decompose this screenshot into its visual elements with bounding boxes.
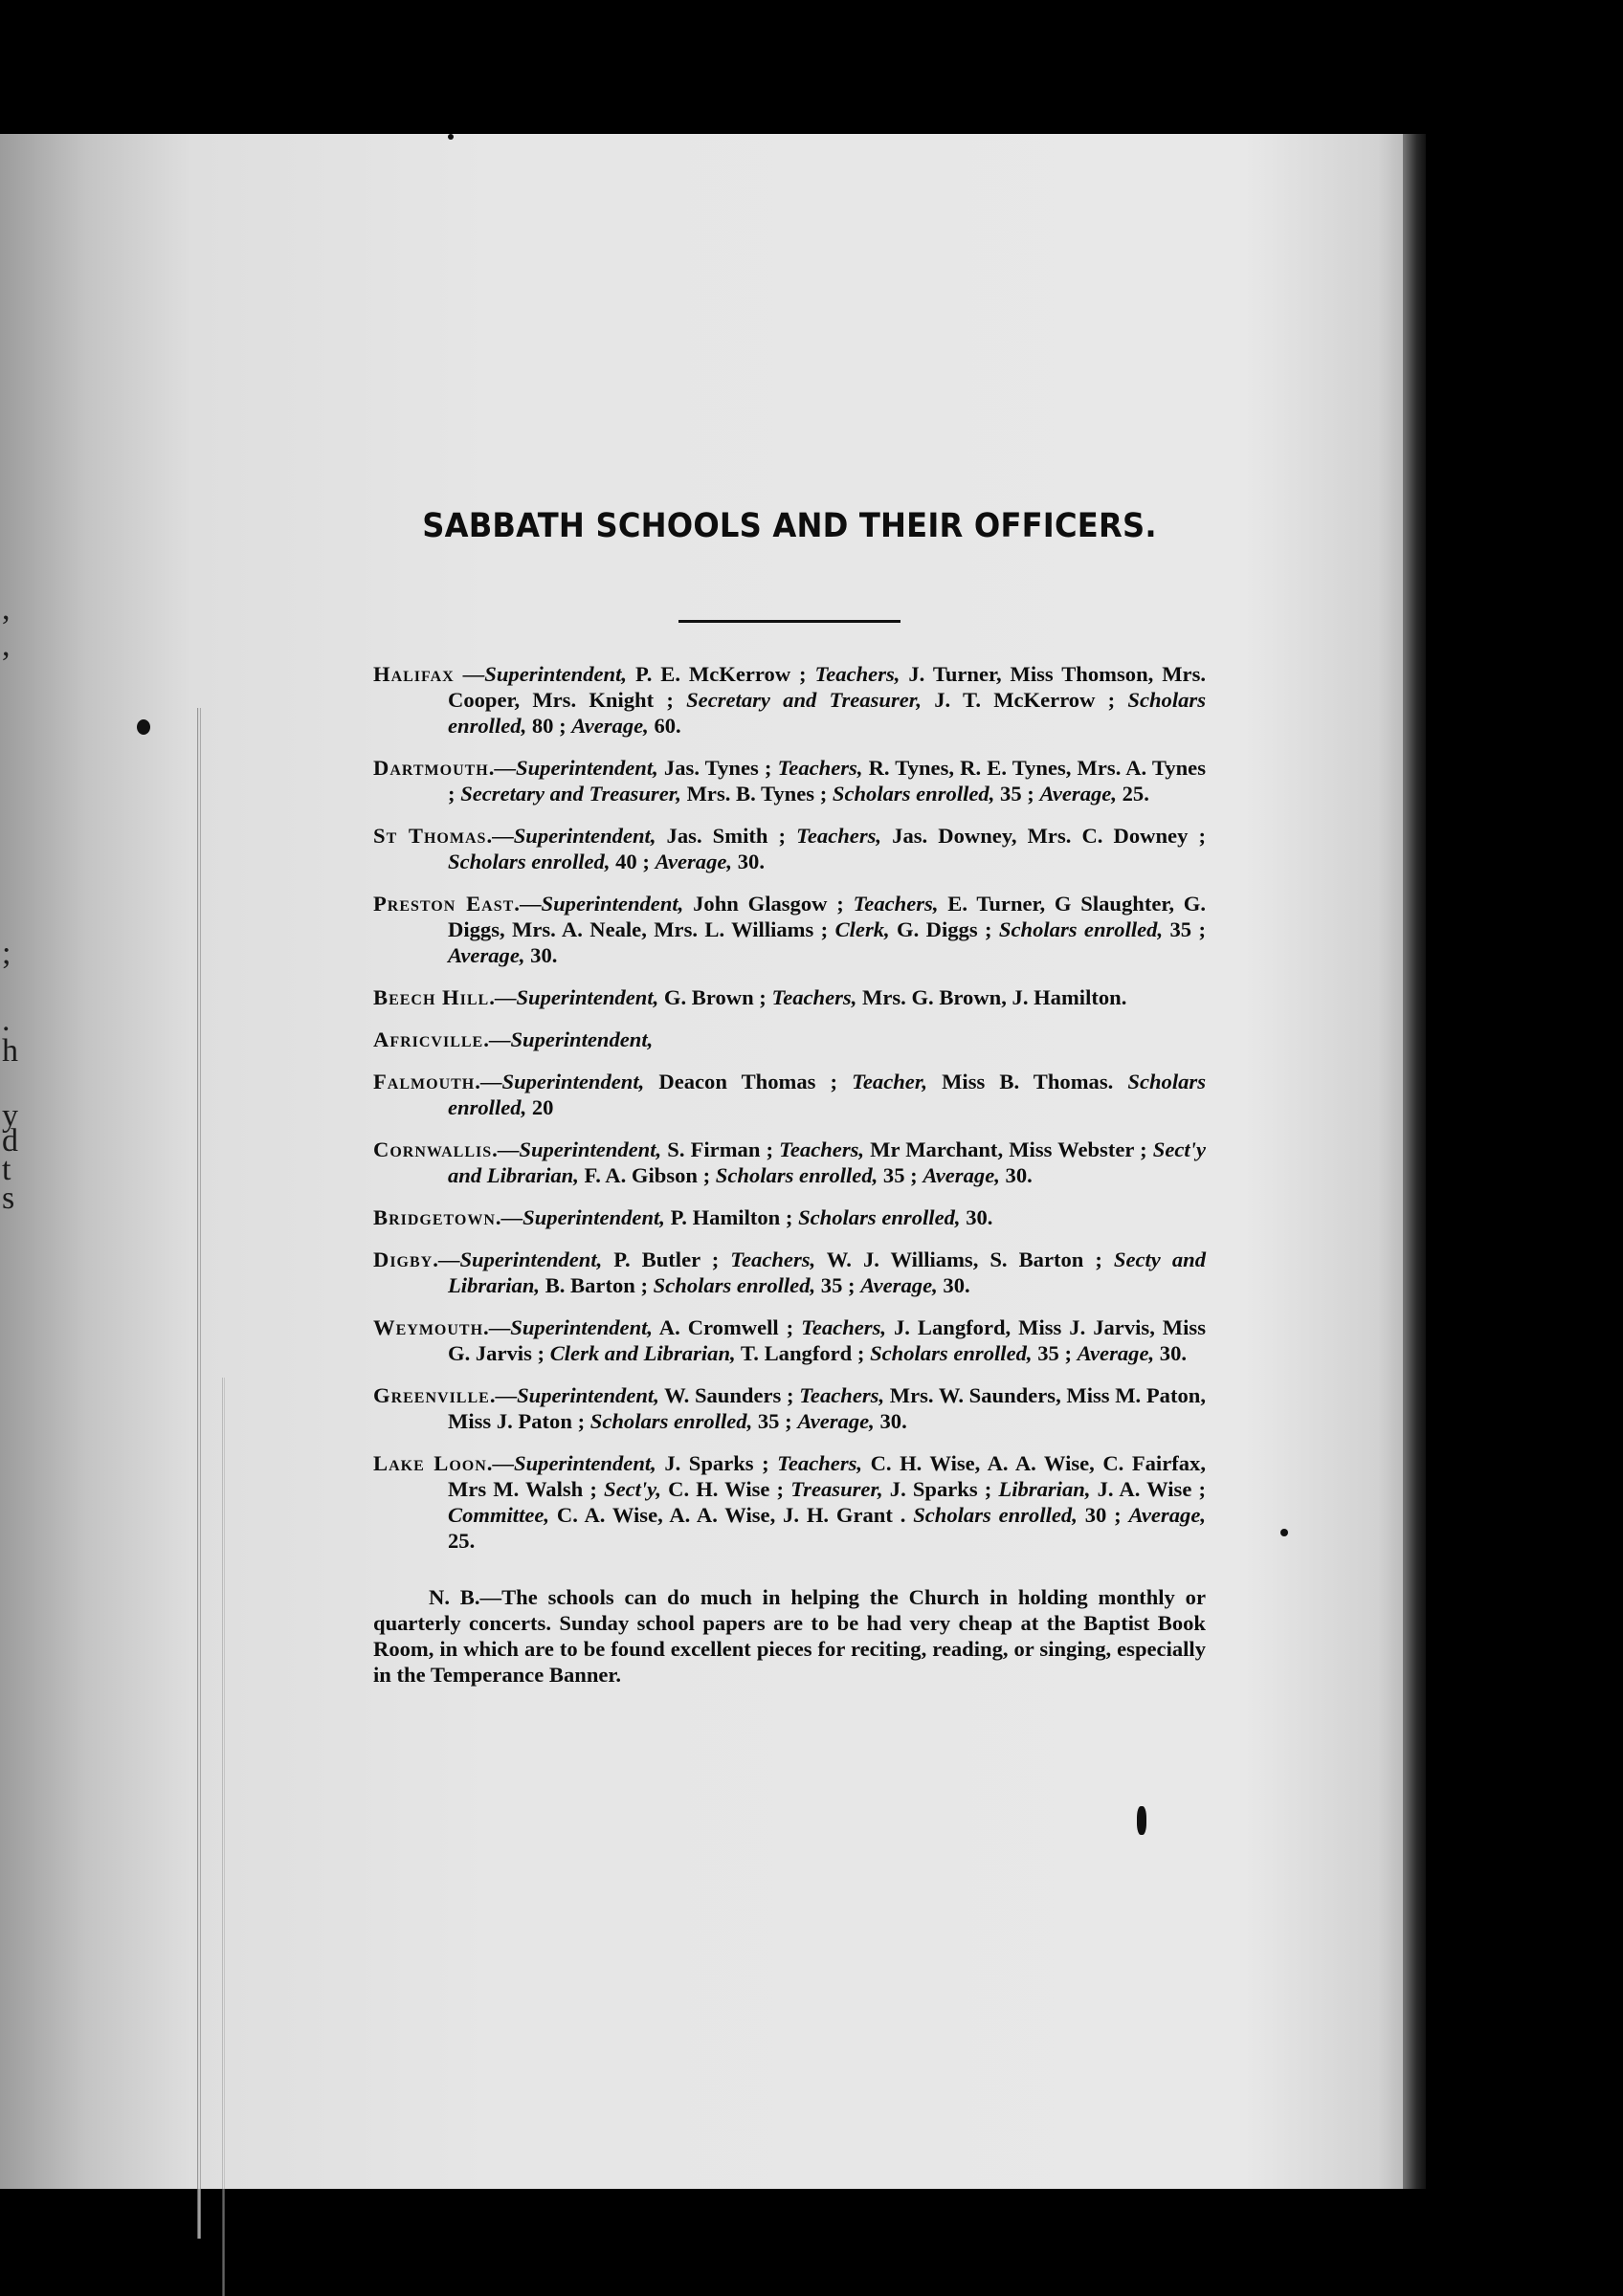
entry-text: 30.	[937, 1273, 970, 1297]
entry-text: J. Turner, Miss Thomson, Mrs. Cooper, Mrs. Knight ;	[448, 662, 1207, 712]
school-name: Dartmouth	[373, 756, 489, 780]
entry-text: .—	[489, 985, 517, 1009]
entry-text: Jas. Smith ;	[656, 824, 797, 848]
office-label: Superintendent,	[519, 1137, 662, 1161]
entry-text: .—	[488, 756, 517, 780]
entry-text: G. Brown ;	[658, 985, 772, 1009]
office-label: Secty and Librarian,	[448, 1247, 1206, 1297]
entry-text: 30.	[1154, 1341, 1188, 1365]
office-label: Clerk,	[834, 917, 890, 941]
entry-text: Jas. Tynes ;	[657, 756, 778, 780]
entry-text: Mr Marchant, Miss Webster ;	[864, 1137, 1153, 1161]
entry-text: W. J. Williams, S. Barton ;	[815, 1247, 1114, 1271]
entry-text: 20	[526, 1095, 554, 1119]
office-label: Scholars enrolled,	[448, 850, 611, 873]
page-fold-line	[197, 708, 201, 2239]
entry-text: .—	[492, 1137, 520, 1161]
office-label: Scholars enrolled,	[870, 1341, 1033, 1365]
office-label: Superintendent,	[514, 1451, 656, 1475]
entry-text: R. Tynes, R. E. Tynes, Mrs. A. Tynes ;	[448, 756, 1206, 806]
office-label: Superintendent,	[517, 1383, 659, 1407]
entry-text: S. Firman ;	[661, 1137, 780, 1161]
school-entry	[373, 1314, 1206, 1366]
entry-text: J. A. Wise ;	[1090, 1477, 1207, 1501]
school-name: Greenville	[373, 1383, 490, 1407]
entry-text: 30.	[960, 1205, 993, 1229]
school-name: St Thomas	[373, 824, 487, 848]
school-entry	[373, 1450, 1206, 1554]
office-label: Librarian,	[998, 1477, 1091, 1501]
page-right-edge	[1403, 134, 1426, 2189]
entry-text: 30.	[874, 1409, 907, 1433]
office-label: Scholars enrolled,	[913, 1503, 1078, 1527]
school-name: Preston East	[373, 892, 515, 916]
office-label: Superintendent,	[501, 1070, 645, 1093]
entry-text: Deacon Thomas ;	[644, 1070, 853, 1093]
school-name: Weymouth	[373, 1315, 484, 1339]
entry-text: P. E. McKerrow ;	[627, 662, 815, 686]
office-label: Superintendent,	[522, 1205, 665, 1229]
office-label: Average,	[923, 1163, 1000, 1187]
ink-speck	[137, 719, 150, 735]
entry-text: G. Diggs ;	[889, 917, 999, 941]
office-label: Teachers,	[730, 1247, 816, 1271]
ink-speck	[448, 134, 454, 140]
school-name: Cornwallis	[373, 1137, 493, 1161]
entry-text: 30.	[732, 850, 765, 873]
school-entry	[373, 1247, 1206, 1298]
entry-text: T. Langford ;	[735, 1341, 871, 1365]
school-name: Bridgetown	[373, 1205, 496, 1229]
entry-text: J. Langford, Miss J. Jarvis, Miss G. Jarvis ;	[448, 1315, 1206, 1365]
entry-text: 30.	[999, 1163, 1033, 1187]
entry-text: .—	[486, 824, 514, 848]
closing-note: N. B.—The schools can do much in helping the Church in holding monthly or quarterly concerts. Sunday school papers are to be had very cheap at the Baptist Book Room, in which are to be found excellent pieces for reciting, reading, or singing, especially in the Temperance Banner.	[373, 1585, 1206, 1687]
school-list	[373, 661, 1206, 1554]
entry-text: .—	[483, 1027, 511, 1051]
entry-text: P. Hamilton ;	[664, 1205, 799, 1229]
entry-text: Mrs. W. Saunders, Miss M. Paton, Miss J. Paton ;	[448, 1383, 1206, 1433]
office-label: Committee,	[448, 1503, 550, 1527]
ink-speck	[1280, 1529, 1288, 1536]
title-rule	[678, 620, 900, 623]
school-name: Halifax	[373, 662, 455, 686]
entry-text: .—	[483, 1315, 511, 1339]
school-name: Digby	[373, 1247, 434, 1271]
office-label: Average,	[860, 1273, 938, 1297]
entry-text: E. Turner, G Slaughter, G. Diggs, Mrs. A. Neale, Mrs. L. Williams ;	[448, 892, 1207, 941]
entry-text: Jas. Downey, Mrs. C. Downey ;	[881, 824, 1206, 848]
entry-text: .—	[433, 1247, 460, 1271]
office-label: Scholars enrolled,	[798, 1205, 961, 1229]
office-label: Superintendent,	[516, 756, 658, 780]
entry-text: 25.	[1116, 782, 1149, 806]
entry-text: 35 ;	[815, 1273, 861, 1297]
school-name: Africville	[373, 1027, 484, 1051]
entry-text: 25.	[448, 1529, 476, 1553]
entry-text: John Glasgow ;	[683, 892, 854, 916]
office-label: Scholars enrolled,	[715, 1163, 878, 1187]
entry-text: 35 ;	[752, 1409, 798, 1433]
office-label: Superintendent,	[510, 1315, 654, 1339]
page-title: SABBATH SCHOOLS AND THEIR OFFICERS.	[422, 507, 1157, 545]
school-entry	[373, 1027, 1206, 1052]
office-label: Secretary and Treasurer,	[460, 782, 681, 806]
office-label: Teachers,	[796, 824, 882, 848]
office-label: Sect'y and Librarian,	[448, 1137, 1206, 1187]
office-label: Average,	[1077, 1341, 1155, 1365]
ink-speck	[1137, 1806, 1146, 1835]
office-label: Teachers,	[799, 1383, 885, 1407]
office-label: Superintendent,	[510, 1027, 654, 1051]
entry-text: .—	[486, 1451, 515, 1475]
office-label: Average,	[797, 1409, 875, 1433]
office-label: Sect'y,	[604, 1477, 662, 1501]
entry-text: Mrs. G. Brown, J. Hamilton.	[856, 985, 1127, 1009]
entry-text: 35 ;	[878, 1163, 923, 1187]
office-label: Superintendent,	[484, 662, 628, 686]
entry-text: 40 ;	[610, 850, 656, 873]
school-name: Falmouth	[373, 1070, 476, 1093]
entry-text: 30 ;	[1077, 1503, 1129, 1527]
office-label: Teachers,	[853, 892, 939, 916]
office-label: Superintendent,	[459, 1247, 603, 1271]
entry-text: Miss B. Thomas.	[927, 1070, 1128, 1093]
entry-text: 60.	[648, 714, 681, 738]
entry-text: J. Sparks ;	[882, 1477, 999, 1501]
school-entry	[373, 1204, 1206, 1230]
school-entry	[373, 984, 1206, 1010]
entry-text: 80 ;	[526, 714, 572, 738]
entry-text: W. Saunders ;	[658, 1383, 800, 1407]
school-entry	[373, 755, 1206, 806]
entry-text: C. A. Wise, A. A. Wise, J. H. Grant .	[549, 1503, 914, 1527]
entry-text: .—	[475, 1070, 502, 1093]
school-entry	[373, 1069, 1206, 1120]
office-label: Scholars enrolled,	[448, 688, 1207, 738]
entry-text: A. Cromwell ;	[653, 1315, 802, 1339]
office-label: Teachers,	[801, 1315, 887, 1339]
office-label: Clerk and Librarian,	[549, 1341, 736, 1365]
office-label: Average,	[448, 943, 525, 967]
entry-text: J. Sparks ;	[656, 1451, 778, 1475]
office-label: Scholars enrolled,	[832, 782, 995, 806]
office-label: Teachers,	[777, 1451, 863, 1475]
office-label: Average,	[1039, 782, 1117, 806]
office-label: Teachers,	[777, 756, 863, 780]
entry-text: .—	[489, 1383, 518, 1407]
page-fold-shadow	[222, 1378, 225, 2296]
office-label: Treasurer,	[790, 1477, 883, 1501]
entry-text: C. H. Wise ;	[661, 1477, 791, 1501]
office-label: Average,	[571, 714, 649, 738]
office-label: Superintendent,	[541, 892, 684, 916]
entry-text: B. Barton ;	[540, 1273, 654, 1297]
office-label: Secretary and Treasurer,	[686, 688, 922, 712]
office-label: Teachers,	[771, 985, 857, 1009]
entry-text: F. A. Gibson ;	[578, 1163, 716, 1187]
school-name: Lake Loon	[373, 1451, 487, 1475]
entry-text: C. H. Wise, A. A. Wise, C. Fairfax, Mrs M. Walsh ;	[448, 1451, 1206, 1501]
scanned-page: , , ; . h y d t s	[0, 134, 1426, 2189]
entry-text: P. Butler ;	[602, 1247, 731, 1271]
office-label: Scholars enrolled,	[589, 1409, 753, 1433]
office-label: Teachers,	[779, 1137, 865, 1161]
office-label: Superintendent,	[513, 824, 656, 848]
entry-text: 35 ;	[1032, 1341, 1078, 1365]
office-label: Average,	[1128, 1503, 1206, 1527]
school-entry	[373, 1382, 1206, 1434]
school-entry	[373, 891, 1206, 968]
entry-text: 35 ;	[994, 782, 1040, 806]
office-label: Scholars enrolled,	[448, 1070, 1206, 1119]
office-label: Scholars enrolled,	[653, 1273, 816, 1297]
entry-text: .—	[514, 892, 542, 916]
office-label: Superintendent,	[516, 985, 659, 1009]
office-label: Scholars enrolled,	[998, 917, 1164, 941]
school-name: Beech Hill	[373, 985, 490, 1009]
office-label: Average,	[655, 850, 733, 873]
entry-text: .—	[495, 1205, 523, 1229]
school-entry	[373, 1137, 1206, 1188]
office-label: Teacher,	[852, 1070, 928, 1093]
school-entry	[373, 661, 1206, 739]
entry-text: 30.	[524, 943, 558, 967]
school-entry	[373, 823, 1206, 874]
office-label: Teachers,	[814, 662, 900, 686]
entry-text: 35 ;	[1163, 917, 1206, 941]
entry-text: Mrs. B. Tynes ;	[680, 782, 833, 806]
entry-text: —	[454, 662, 485, 686]
document-body	[373, 507, 1206, 1688]
entry-text: J. T. McKerrow ;	[921, 688, 1128, 712]
